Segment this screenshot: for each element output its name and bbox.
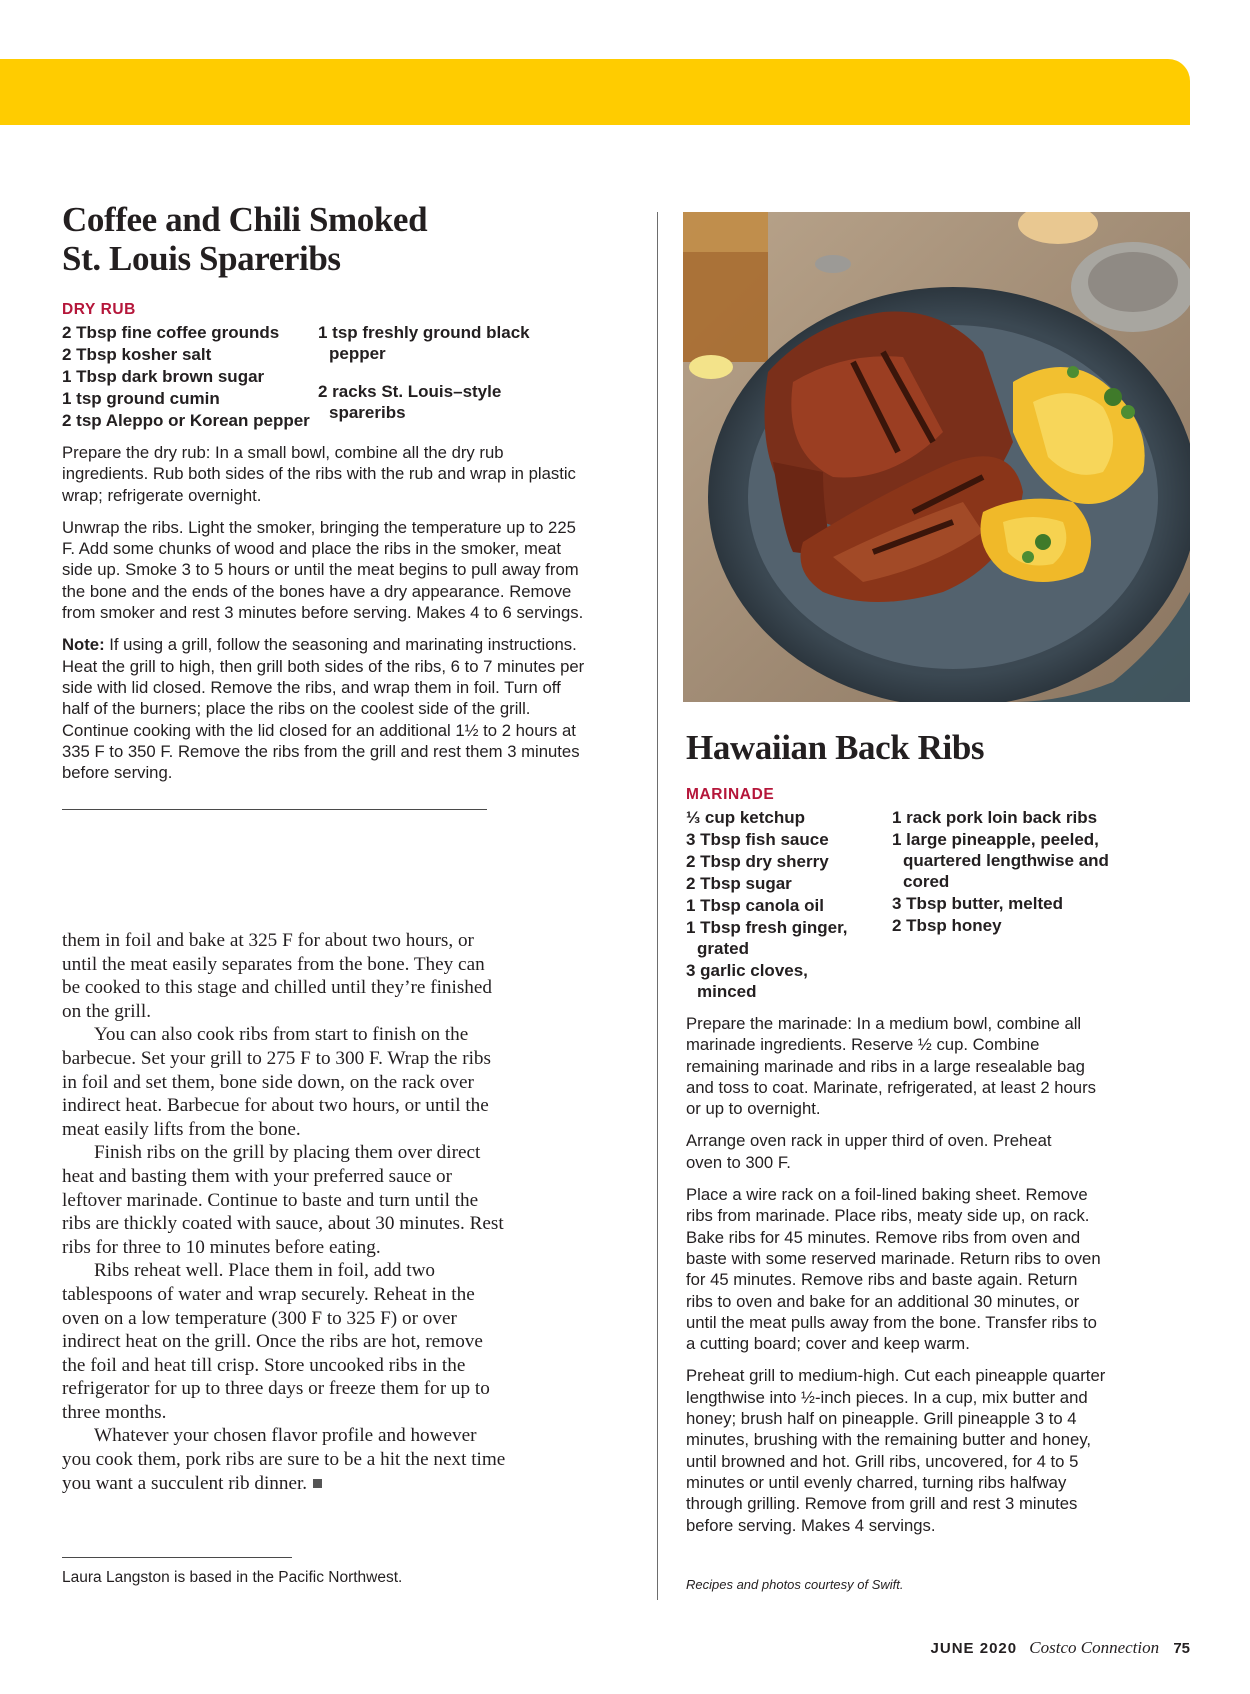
ingredient-item: 1 tsp ground cumin bbox=[62, 389, 220, 408]
right-recipe-title: Hawaiian Back Ribs bbox=[686, 728, 985, 767]
method-paragraph: Preheat grill to medium-high. Cut each pineapple quarter lengthwise into ½-inch pieces. In a cup, mix butter and honey; brush half on pineapple. Grill pineapple 3 to 4 minutes, brushing with the remaining butter and honey, until browned and hot. Grill ribs, uncovered, for 4 to 5 minutes or until evenly charred, turning ribs halfway through grilling. Remove from grill and rest 3 minutes before serving. Makes 4 servings. bbox=[686, 1366, 1106, 1535]
article-paragraph: Ribs reheat well. Place them in foil, add two tablespoons of water and wrap securely. Reheat in the oven on a low temperature (300 F to 325 F) or over indirect heat on the grill. Once the ribs are hot, remove the foil and heat till crisp. Store uncooked ribs in the refrigerator for up to three days or freeze them for up to three months. bbox=[62, 1260, 490, 1423]
method-paragraph: Unwrap the ribs. Light the smoker, bringing the temperature up to 225 F. Add some chunks of wood and place the ribs in the smoker, meat side up. Smoke 3 to 5 hours or until the meat begins to pull away from the bone and the ends of the bones have a dry appearance. Remove from smoker and rest 3 minutes before serving. Makes 4 to 6 servings. bbox=[62, 517, 584, 623]
ingredient-item: 2 racks St. Louis–style spareribs bbox=[318, 382, 502, 422]
author-bio: Laura Langston is based in the Pacific Northwest. bbox=[62, 1569, 403, 1586]
dry-rub-ingredients bbox=[62, 322, 592, 432]
magazine-name: Costco Connection bbox=[1029, 1638, 1160, 1657]
ribs-photo bbox=[683, 212, 1190, 702]
note-label: Note: bbox=[62, 635, 105, 655]
article-paragraph-text: Whatever your chosen flavor profile and however you cook them, pork ribs are sure to be a hit the next time you want a succulent rib dinner. bbox=[62, 1425, 506, 1494]
header-color-band bbox=[0, 59, 1190, 125]
photo-credit: Recipes and photos courtesy of Swift. bbox=[686, 1577, 904, 1592]
section-rule bbox=[62, 809, 487, 810]
ingredients-column-1 bbox=[686, 807, 892, 1003]
left-recipe-title bbox=[62, 200, 592, 278]
ingredient-item: 3 garlic cloves, minced bbox=[686, 961, 808, 1001]
ingredient-item: 2 Tbsp honey bbox=[892, 916, 1002, 935]
dry-rub-label: DRY RUB bbox=[62, 301, 136, 318]
method-paragraph: Arrange oven rack in upper third of oven. Preheat oven to 300 F. bbox=[686, 1131, 1052, 1172]
ingredient-item: 3 Tbsp fish sauce bbox=[686, 830, 829, 849]
right-recipe bbox=[686, 728, 1196, 1547]
page-number: 75 bbox=[1173, 1640, 1190, 1657]
article-paragraph: Finish ribs on the grill by placing them over direct heat and basting them with your preferred sauce or leftover marinade. Continue to baste and turn until the ribs are thickly coated with sauce, about 30 minutes. Rest ribs for three to 10 minutes before eating. bbox=[62, 1142, 504, 1258]
ingredient-item: 1 large pineapple, peeled, quartered lengthwise and cored bbox=[892, 830, 1109, 891]
page-footer bbox=[931, 1638, 1190, 1658]
ingredient-item: 2 Tbsp kosher salt bbox=[62, 345, 212, 364]
ingredient-item: ⅓ cup ketchup bbox=[686, 808, 806, 827]
ingredient-item: 1 Tbsp fresh ginger, grated bbox=[686, 918, 848, 958]
column-divider bbox=[657, 212, 658, 1600]
issue-date: JUNE 2020 bbox=[930, 1640, 1018, 1657]
article-paragraph: You can also cook ribs from start to finish on the barbecue. Set your grill to 275 F to 300 F. Wrap the ribs in foil and set them, bone side down, on the rack over indirect heat. Barbecue for about two hours, or until the meat easily lifts from the bone. bbox=[62, 1024, 491, 1140]
marinade-label: MARINADE bbox=[686, 786, 775, 803]
ingredient-item: 1 Tbsp dark brown sugar bbox=[62, 367, 265, 386]
marinade-ingredients bbox=[686, 807, 1196, 1003]
end-mark-icon bbox=[313, 1479, 322, 1488]
article-paragraph: them in foil and bake at 325 F for about two hours, or until the meat easily separates from the bone. They can be cooked to this stage and chilled until they’re finished on the grill. bbox=[62, 930, 493, 1022]
method-paragraph: Prepare the marinade: In a medium bowl, combine all marinade ingredients. Reserve ½ cup. Combine remaining marinade and ribs in a large resealable bag and toss to coat. Marinate, refrigerated, at least 2 hours or up to overnight. bbox=[686, 1014, 1096, 1119]
ingredient-item: 2 Tbsp sugar bbox=[686, 874, 792, 893]
method-paragraph: Prepare the dry rub: In a small bowl, combine all the dry rub ingredients. Rub both sides of the ribs with the rub and wrap in plastic wrap; refrigerate overnight. bbox=[62, 443, 576, 505]
ingredients-column-2 bbox=[318, 322, 558, 432]
article-body bbox=[62, 929, 507, 1495]
title-line-1: Coffee and Chili Smoked bbox=[62, 200, 428, 239]
ingredient-item: 1 Tbsp canola oil bbox=[686, 896, 824, 915]
note-text: If using a grill, follow the seasoning and marinating instructions. Heat the grill to high, then grill both sides of the ribs, 6 to 7 minutes per side with lid closed. Remove the ribs, and wrap them in foil. Turn off half of the burners; place the ribs on the coolest side of the grill. Continue cooking with the lid closed for an additional 1½ to 2 hours at 335 F to 350 F. Remove the ribs from the grill and rest them 3 minutes before serving. bbox=[62, 635, 585, 783]
ingredient-item: 2 Tbsp dry sherry bbox=[686, 852, 829, 871]
ingredients-column-1 bbox=[62, 322, 318, 432]
method-paragraph: Place a wire rack on a foil-lined baking sheet. Remove ribs from marinade. Place ribs, meaty side up, on rack. Bake ribs for 45 minutes. Remove ribs from oven and baste with some reserved marinade. Return ribs to oven for 45 minutes. Remove ribs and baste again. Return ribs to oven and bake for an additional 30 minutes, or until the meat pulls away from the bone. Transfer ribs to a cutting board; cover and keep warm. bbox=[686, 1185, 1101, 1354]
ingredient-item: 1 tsp freshly ground black pepper bbox=[318, 323, 530, 363]
ingredient-item: 3 Tbsp butter, melted bbox=[892, 894, 1063, 913]
ingredient-item: 2 Tbsp fine coffee grounds bbox=[62, 323, 280, 342]
title-line-2: St. Louis Spareribs bbox=[62, 239, 341, 278]
ingredients-column-2 bbox=[892, 807, 1132, 1003]
left-recipe bbox=[62, 200, 592, 810]
note-paragraph bbox=[62, 634, 592, 783]
bio-rule bbox=[62, 1557, 292, 1558]
ingredient-item: 2 tsp Aleppo or Korean pepper bbox=[62, 411, 310, 430]
ingredient-item: 1 rack pork loin back ribs bbox=[892, 808, 1098, 827]
article-paragraph-last bbox=[62, 1424, 507, 1495]
